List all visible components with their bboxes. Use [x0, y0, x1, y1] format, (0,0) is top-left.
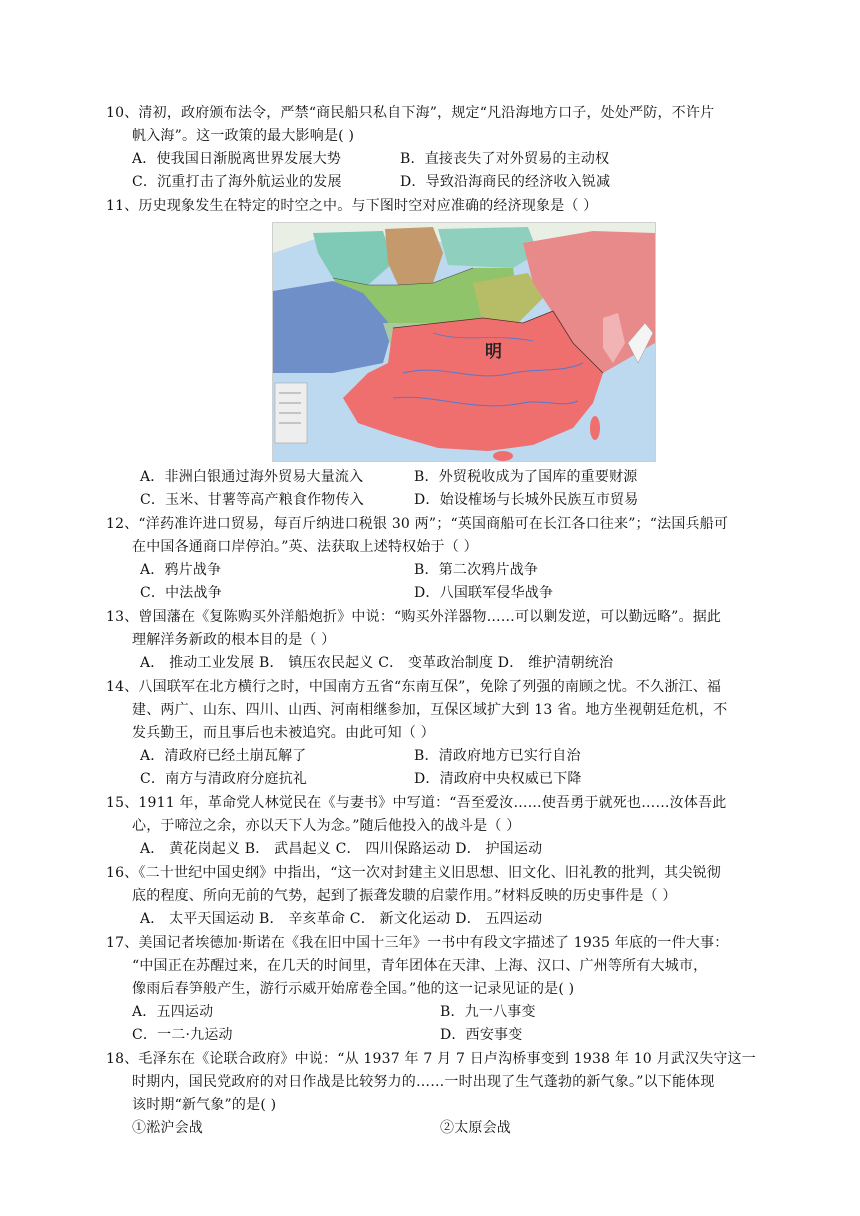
q15-stem-line-1: 15、1911 年，革命党人林觉民在《与妻书》中写道：“吾至爱汝……使吾勇于就死也……汝体吾此	[106, 795, 727, 811]
q16-options: A． 太平天国运动 B． 辛亥革命 C． 新文化运动 D． 五四运动	[140, 911, 543, 927]
q11-option-b: B．外贸税收成为了国库的重要财源	[414, 469, 638, 485]
map-label-ming: 明	[485, 342, 502, 362]
q10-stem-line-2: 帆入海”。这一政策的最大影响是( )	[132, 128, 355, 144]
q10-option-d: D．导致沿海商民的经济收入锐减	[400, 174, 611, 190]
q17-option-b: B．九一八事变	[440, 1004, 536, 1020]
q17-stem-line-2: “中国正在苏醒过来，在几天的时间里，青年团体在天津、上海、汉口、广州等所有大城市，	[132, 958, 708, 974]
q14-stem-line-2: 建、两广、山东、四川、山西、河南相继参加，互保区域扩大到 13 省。地方坐视朝廷危机，不	[132, 702, 728, 718]
q17-stem-line-3: 像雨后春笋般产生，游行示威开始席卷全国。”他的这一记录见证的是( )	[132, 981, 575, 997]
q14-option-a: A．清政府已经土崩瓦解了	[140, 748, 307, 764]
q10-option-c: C．沉重打击了海外航运业的发展	[132, 174, 342, 190]
q17-option-a: A．五四运动	[132, 1004, 214, 1020]
q17-stem-line-1: 17、美国记者埃德加·斯诺在《我在旧中国十三年》一书中有段文字描述了 1935 年底的一件大事：	[106, 935, 729, 951]
q16-stem-line-2: 底的程度、所向无前的气势，起到了振聋发聩的启蒙作用。”材料反映的历史事件是（ ）	[132, 888, 677, 904]
q17-option-c: C．一二·九运动	[132, 1027, 233, 1043]
q12-option-d: D．八国联军侵华战争	[414, 585, 554, 601]
q12-stem-line-2: 在中国各通商口岸停泊。”英、法获取上述特权始于（ ）	[132, 539, 478, 555]
q14-stem-line-1: 14、八国联军在北方横行之时，中国南方五省“东南互保”，免除了列强的南顾之忧。不久浙江、福	[106, 679, 722, 695]
q13-options: A． 推动工业发展 B． 镇压农民起义 C． 变革政治制度 D． 维护清朝统治	[140, 655, 614, 671]
q17-option-d: D．西安事变	[440, 1027, 523, 1043]
q14-option-c: C．南方与清政府分庭抗礼	[140, 771, 308, 787]
q12-stem-line-1: 12、“洋药准许进口贸易，每百斤纳进口税银 30 两”；“英国商船可在长江各口往来”；“法国兵船可	[106, 516, 729, 532]
map-graphic	[273, 223, 655, 461]
q11-option-d: D．始设榷场与长城外民族互市贸易	[414, 492, 639, 508]
q18-item-2: ②太原会战	[440, 1120, 511, 1136]
q10-option-a: A．使我国日渐脱离世界发展大势	[132, 151, 342, 167]
q13-stem-line-2: 理解洋务新政的根本目的是（ ）	[132, 632, 336, 648]
q12-option-b: B．第二次鸦片战争	[414, 562, 539, 578]
q16-stem-line-1: 16、《二十世纪中国史纲》中指出，“这一次对封建主义旧思想、旧文化、旧礼教的批判，其尖锐彻	[106, 865, 721, 881]
q10-option-b: B．直接丧失了对外贸易的主动权	[400, 151, 610, 167]
q12-option-a: A．鸦片战争	[140, 562, 222, 578]
q13-stem-line-1: 13、曾国藩在《复陈购买外洋船炮折》中说：“购买外洋器物……可以剿发逆，可以勤远略”。据此	[106, 609, 722, 625]
q18-stem-line-3: 该时期“新气象”的是( )	[132, 1097, 277, 1113]
q18-stem-line-1: 18、毛泽东在《论联合政府》中说：“从 1937 年 7 月 7 日卢沟桥事变到 1938 年 10 月武汉失守这一	[106, 1051, 756, 1067]
q15-options: A． 黄花岗起义 B． 武昌起义 C． 四川保路运动 D． 护国运动	[140, 841, 543, 857]
q14-option-d: D．清政府中央权威已下降	[414, 771, 582, 787]
q11-option-a: A．非洲白银通过海外贸易大量流入	[140, 469, 364, 485]
q11-stem-line-1: 11、历史现象发生在特定的时空之中。与下图时空对应准确的经济现象是（ ）	[106, 198, 598, 214]
q14-option-b: B．清政府地方已实行自治	[414, 748, 581, 764]
q10-stem-line-1: 10、清初，政府颁布法令，严禁“商民船只私自下海”，规定“凡沿海地方口子，处处严防，不许片	[106, 105, 715, 121]
q18-stem-line-2: 时期内，国民党政府的对日作战是比较努力的……一时出现了生气蓬勃的新气象。”以下能体现	[132, 1074, 715, 1090]
ming-dynasty-map	[272, 222, 656, 462]
q18-item-1: ①淞沪会战	[132, 1120, 203, 1136]
q12-option-c: C．中法战争	[140, 585, 222, 601]
q15-stem-line-2: 心，于啼泣之余，亦以天下人为念。”随后他投入的战斗是（ ）	[132, 818, 521, 834]
q11-option-c: C．玉米、甘薯等高产粮食作物传入	[140, 492, 364, 508]
q14-stem-line-3: 发兵勤王，而且事后也未被追究。由此可知（ ）	[132, 725, 435, 741]
